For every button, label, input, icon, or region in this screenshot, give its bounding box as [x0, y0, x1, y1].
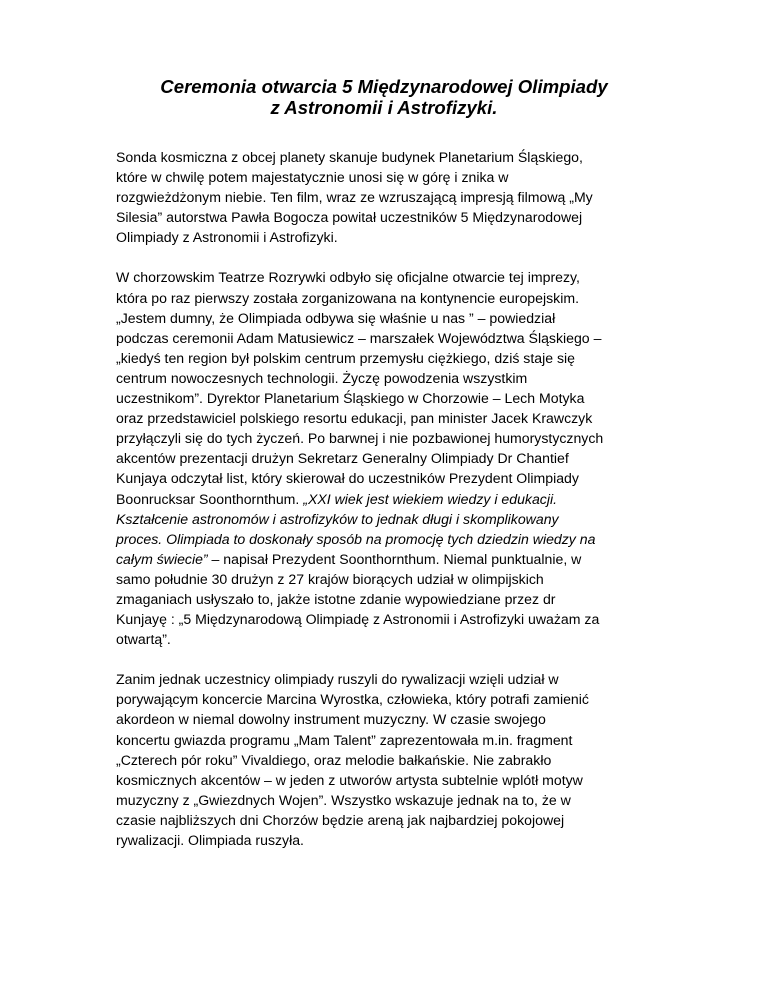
- text-line: akordeon w niemal dowolny instrument muzyczny. W czasie swojego: [116, 711, 546, 728]
- text-line: [116, 529, 661, 549]
- text-line: uczestnikom”. Dyrektor Planetarium Śląskiego w Chorzowie – Lech Motyka: [116, 390, 585, 407]
- text-line: kosmicznych akcentów – w jeden z utworów artysta subtelnie wplótł motyw: [116, 771, 583, 788]
- text-line: czasie najbliższych dni Chorzów będzie areną jak najbardziej pokojowej: [116, 811, 565, 828]
- document-title: [60, 76, 708, 118]
- text-line: otwartą”.: [116, 631, 171, 648]
- title-line: Ceremonia otwarcia 5 Międzynarodowej Olimpiady: [160, 76, 608, 97]
- text-line: podczas ceremonii Adam Matusiewicz – marszałek Województwa Śląskiego –: [116, 329, 602, 346]
- text-line: które w chwilę potem majestatycznie unosi się w górę i znika w: [116, 169, 509, 186]
- quote-text: proces. Olimpiada to doskonały sposób na promocję tych dziedzin wiedzy na: [116, 530, 596, 547]
- text-line: centrum nowoczesnych technologii. Życzę powodzenia wszystkim: [116, 369, 528, 386]
- text-line: oraz przedstawiciel polskiego resortu edukacji, pan minister Jacek Krawczyk: [116, 410, 593, 427]
- text-line: koncertu gwiazda programu „Mam Talent” zaprezentowała m.in. fragment: [116, 731, 573, 748]
- text-line-mixed: [116, 549, 661, 569]
- document-body: [116, 147, 661, 870]
- text-line: „Czterech pór roku” Vivaldiego, oraz melodie bałkańskie. Nie zabrakło: [116, 751, 552, 768]
- text-line: Kunjayę : „5 Międzynarodową Olimpiadę z Astronomii i Astrofizyki uważam za: [116, 611, 600, 628]
- quote-text: Kształcenie astronomów i astrofizyków to jednak długi i skomplikowany: [116, 510, 559, 527]
- text-line: przyłączyli się do tych życzeń. Po barwnej i nie pozbawionej humorystycznych: [116, 430, 604, 447]
- quote-text: „XXI wiek jest wiekiem wiedzy i edukacji.: [303, 490, 558, 507]
- text-line: samo południe 30 drużyn z 27 krajów biorących udział w olimpijskich: [116, 570, 544, 587]
- text-line: [116, 509, 661, 529]
- text-line: Sonda kosmiczna z obcej planety skanuje budynek Planetarium Śląskiego,: [116, 149, 583, 165]
- text-line: Olimpiady z Astronomii i Astrofizyki.: [116, 229, 338, 246]
- title-line: z Astronomii i Astrofizyki.: [270, 97, 498, 118]
- text-line: która po raz pierwszy została zorganizowana na kontynencie europejskim.: [116, 289, 579, 306]
- text-line: „Jestem dumny, że Olimpiada odbywa się właśnie u nas ” – powiedział: [116, 309, 556, 326]
- paragraph-2: [116, 267, 661, 649]
- plain-text: – napisał Prezydent Soonthornthum. Niemal punktualnie, w: [207, 550, 582, 567]
- text-line: W chorzowskim Teatrze Rozrywki odbyło się oficjalne otwarcie tej imprezy,: [116, 269, 580, 286]
- text-line: Kunjaya odczytał list, który skierował do uczestników Prezydent Olimpiady: [116, 470, 579, 487]
- text-line: porywającym koncercie Marcina Wyrostka, człowieka, który potrafi zamienić: [116, 691, 589, 708]
- text-line: rozgwieżdżonym niebie. Ten film, wraz ze wzruszającą impresją filmową „My: [116, 189, 593, 206]
- text-line: „kiedyś ten region był polskim centrum przemysłu ciężkiego, dziś staje się: [116, 349, 576, 366]
- text-line: muzyczny z „Gwiezdnych Wojen”. Wszystko wskazuje jednak na to, że w: [116, 791, 571, 808]
- text-line-mixed: [116, 489, 661, 509]
- plain-text: Boonrucksar Soonthornthum.: [116, 490, 304, 507]
- quote-text: całym świecie”: [116, 550, 208, 567]
- text-line: Zanim jednak uczestnicy olimpiady ruszyli do rywalizacji wzięli udział w: [116, 671, 559, 688]
- paragraph-3: [116, 669, 661, 850]
- paragraph-1: [116, 147, 661, 247]
- text-line: rywalizacji. Olimpiada ruszyła.: [116, 832, 304, 848]
- text-line: akcentów prezentacji drużyn Sekretarz Generalny Olimpiady Dr Chantief: [116, 450, 569, 467]
- text-line: zmaganiach usłyszało to, jakże istotne zdanie wypowiedziane przez dr: [116, 590, 556, 607]
- text-line: Silesia” autorstwa Pawła Bogocza powitał uczestników 5 Międzynarodowej: [116, 209, 583, 226]
